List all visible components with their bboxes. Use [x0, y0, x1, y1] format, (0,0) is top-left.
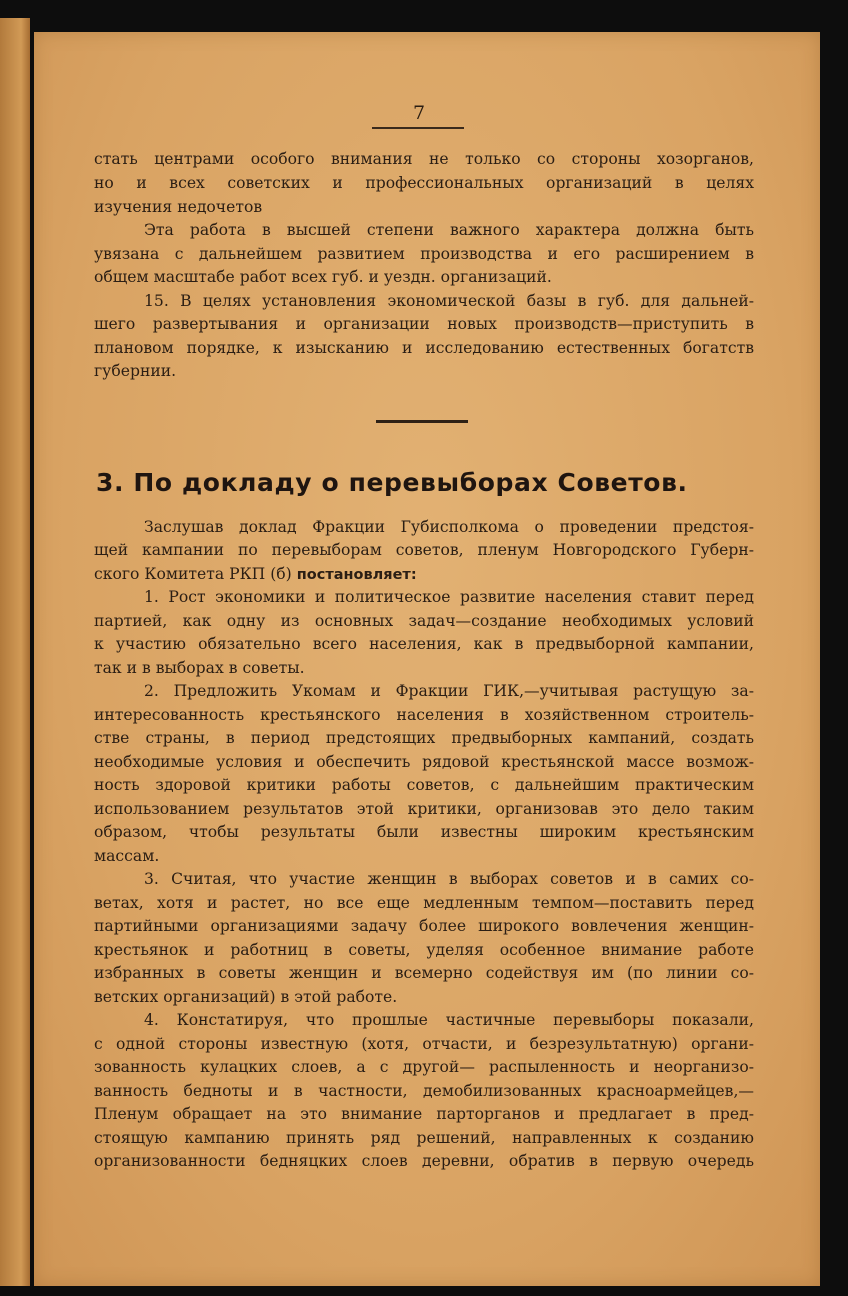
- text-line: увязана с дальнейшем развитием производства и его расширением в: [94, 245, 754, 263]
- text-line: щей кампании по перевыборам советов, пленум Новгородского Губерн-: [94, 541, 754, 559]
- text-line: плановом порядке, к изысканию и исследованию естественных богатств: [94, 339, 754, 357]
- text-line: 4. Констатируя, что прошлые частичные перевыборы показали,: [144, 1011, 754, 1029]
- text-line: 1. Рост экономики и политическое развитие населения ставит перед: [144, 588, 754, 606]
- text-fragment: ского Комитета РКП (б): [94, 565, 292, 583]
- text-line: интересованность крестьянского населения в хозяйственном строитель-: [94, 706, 754, 724]
- text-line: общем масштабе работ всех губ. и уездн. организаций.: [94, 268, 552, 286]
- text-line: ветах, хотя и растет, но все еще медленным темпом—поставить перед: [94, 894, 754, 912]
- text-line: 2. Предложить Укомам и Фракции ГИК,—учитывая растущую за-: [144, 682, 754, 700]
- text-line: шего развертывания и организации новых производств—приступить в: [94, 315, 754, 333]
- text-line: но и всех советских и профессиональных организаций в целях: [94, 174, 754, 192]
- text-line: ветских организаций) в этой работе.: [94, 988, 398, 1006]
- text-line: [94, 563, 754, 585]
- text-line: избранных в советы женщин и всемерно содействуя им (по линии со-: [94, 964, 754, 982]
- text-line: Пленум обращает на это внимание парторганов и предлагает в пред-: [94, 1105, 754, 1123]
- text-line: Заслушав доклад Фракции Губисполкома о проведении предстоя-: [144, 518, 754, 536]
- text-line: так и в выборах в советы.: [94, 659, 305, 677]
- section-divider: [376, 420, 468, 423]
- previous-page-edge: [0, 18, 30, 1286]
- header-rule: [372, 127, 464, 129]
- text-line: крестьянок и работниц в советы, уделяя особенное внимание работе: [94, 941, 754, 959]
- text-line: 3. Считая, что участие женщин в выборах советов и в самих со-: [144, 870, 754, 888]
- text-line: к участию обязательно всего населения, как в предвыборной кампании,: [94, 635, 754, 653]
- text-line: необходимые условия и обеспечить рядовой крестьянской массе возмож-: [94, 753, 754, 771]
- text-line: организованности бедняцких слоев деревни, обратив в первую очередь: [94, 1152, 754, 1170]
- resolution-keyword: постановляет:: [296, 567, 417, 583]
- text-line: изучения недочетов: [94, 198, 263, 216]
- text-line: губернии.: [94, 362, 177, 380]
- document-page: [34, 32, 820, 1286]
- text-line: образом, чтобы результаты были известны широким крестьянским: [94, 823, 754, 841]
- text-line: ность здоровой критики работы советов, с дальнейшим практическим: [94, 776, 754, 794]
- text-line: стать центрами особого внимания не только со стороны хозорганов,: [94, 150, 754, 168]
- text-line: массам.: [94, 847, 160, 865]
- text-line: ванность бедноты и в частности, демобилизованных красноармейцев,—: [94, 1082, 754, 1100]
- text-line: партией, как одну из основных задач—создание необходимых условий: [94, 612, 754, 630]
- section-heading: 3. По докладу о перевыборах Советов.: [96, 468, 688, 497]
- text-line: с одной стороны известную (хотя, отчасти, и безрезультатную) органи-: [94, 1035, 754, 1053]
- text-line: зованность кулацких слоев, а с другой— распыленность и неорганизо-: [94, 1058, 754, 1076]
- text-line: стоящую кампанию принять ряд решений, направленных к созданию: [94, 1129, 754, 1147]
- text-line: стве страны, в период предстоящих предвыборных кампаний, создать: [94, 729, 754, 747]
- text-line: партийными организациями задачу более широкого вовлечения женщин-: [94, 917, 754, 935]
- text-line: использованием результатов этой критики, организовав это дело таким: [94, 800, 754, 818]
- page-number: 7: [412, 102, 426, 124]
- text-line: Эта работа в высшей степени важного характера должна быть: [144, 221, 754, 239]
- text-line: 15. В целях установления экономической базы в губ. для дальней-: [144, 292, 754, 310]
